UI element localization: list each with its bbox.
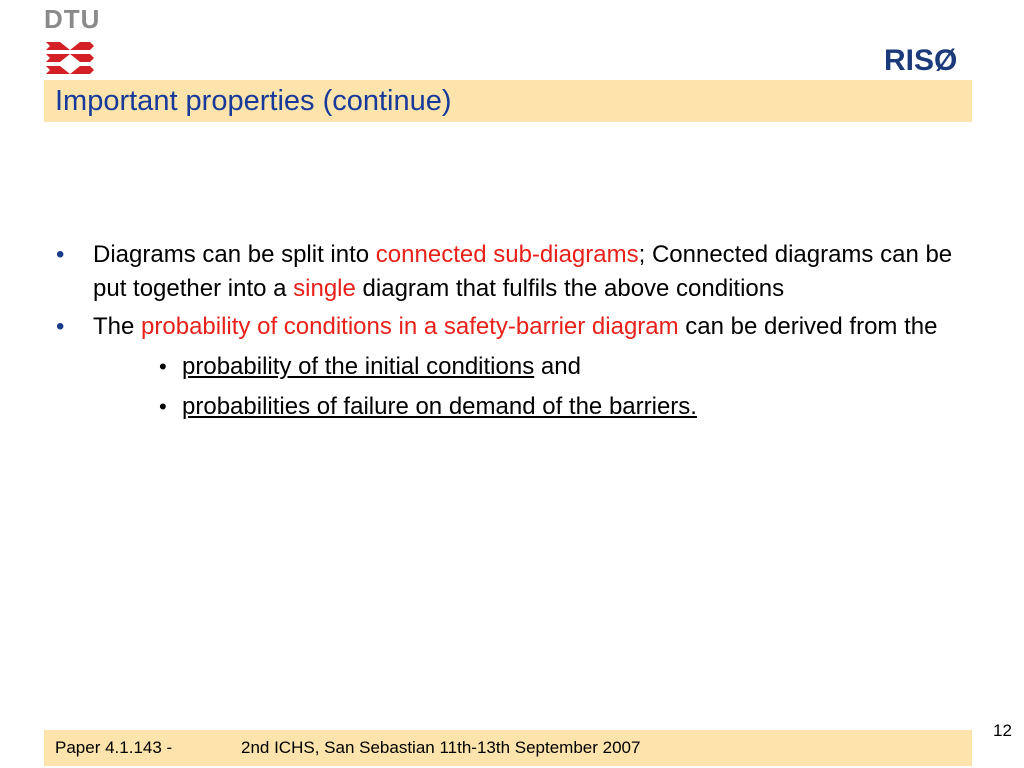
bullet-dot-icon: •	[56, 241, 65, 268]
slide-content	[56, 238, 956, 424]
dtu-logo	[44, 4, 101, 80]
highlight-text: connected sub-diagrams	[375, 241, 639, 268]
bullet-text: ; Connected diagrams can be put together into a	[93, 241, 953, 302]
bullet-text: Diagrams can be split into	[93, 241, 376, 268]
highlight-text: single	[293, 275, 356, 302]
sub-bullet-item	[56, 390, 956, 424]
sub-bullet-dot-icon: •	[159, 394, 167, 419]
bullet-text: can be derived from the	[678, 313, 938, 340]
page-number: 12	[993, 721, 1012, 740]
highlight-text: probability of conditions in a safety-barrier diagram	[141, 313, 679, 340]
underlined-text: probability of the initial conditions	[182, 353, 535, 380]
riso-logo: RISØ	[884, 44, 958, 77]
dtu-emblem-icon	[44, 38, 96, 78]
sub-bullet-item	[56, 350, 956, 384]
footer-paper-ref: Paper 4.1.143 -	[55, 738, 173, 757]
bullet-text: diagram that fulfils the above conditions	[355, 275, 785, 302]
bullet-item	[56, 238, 956, 306]
bullet-dot-icon: •	[56, 313, 65, 340]
title-bar	[44, 80, 972, 122]
bullet-item	[56, 310, 956, 344]
footer-bar	[44, 730, 972, 766]
sub-bullet-suffix: and	[534, 353, 581, 380]
underlined-text: probabilities of failure on demand of the barriers.	[182, 393, 697, 420]
footer-conference: 2nd ICHS, San Sebastian 11th-13th September 2007	[241, 738, 641, 757]
dtu-logo-text: DTU	[44, 4, 101, 34]
sub-bullet-dot-icon: •	[159, 354, 167, 379]
slide-title: Important properties (continue)	[55, 85, 452, 117]
bullet-text: The	[93, 313, 142, 340]
